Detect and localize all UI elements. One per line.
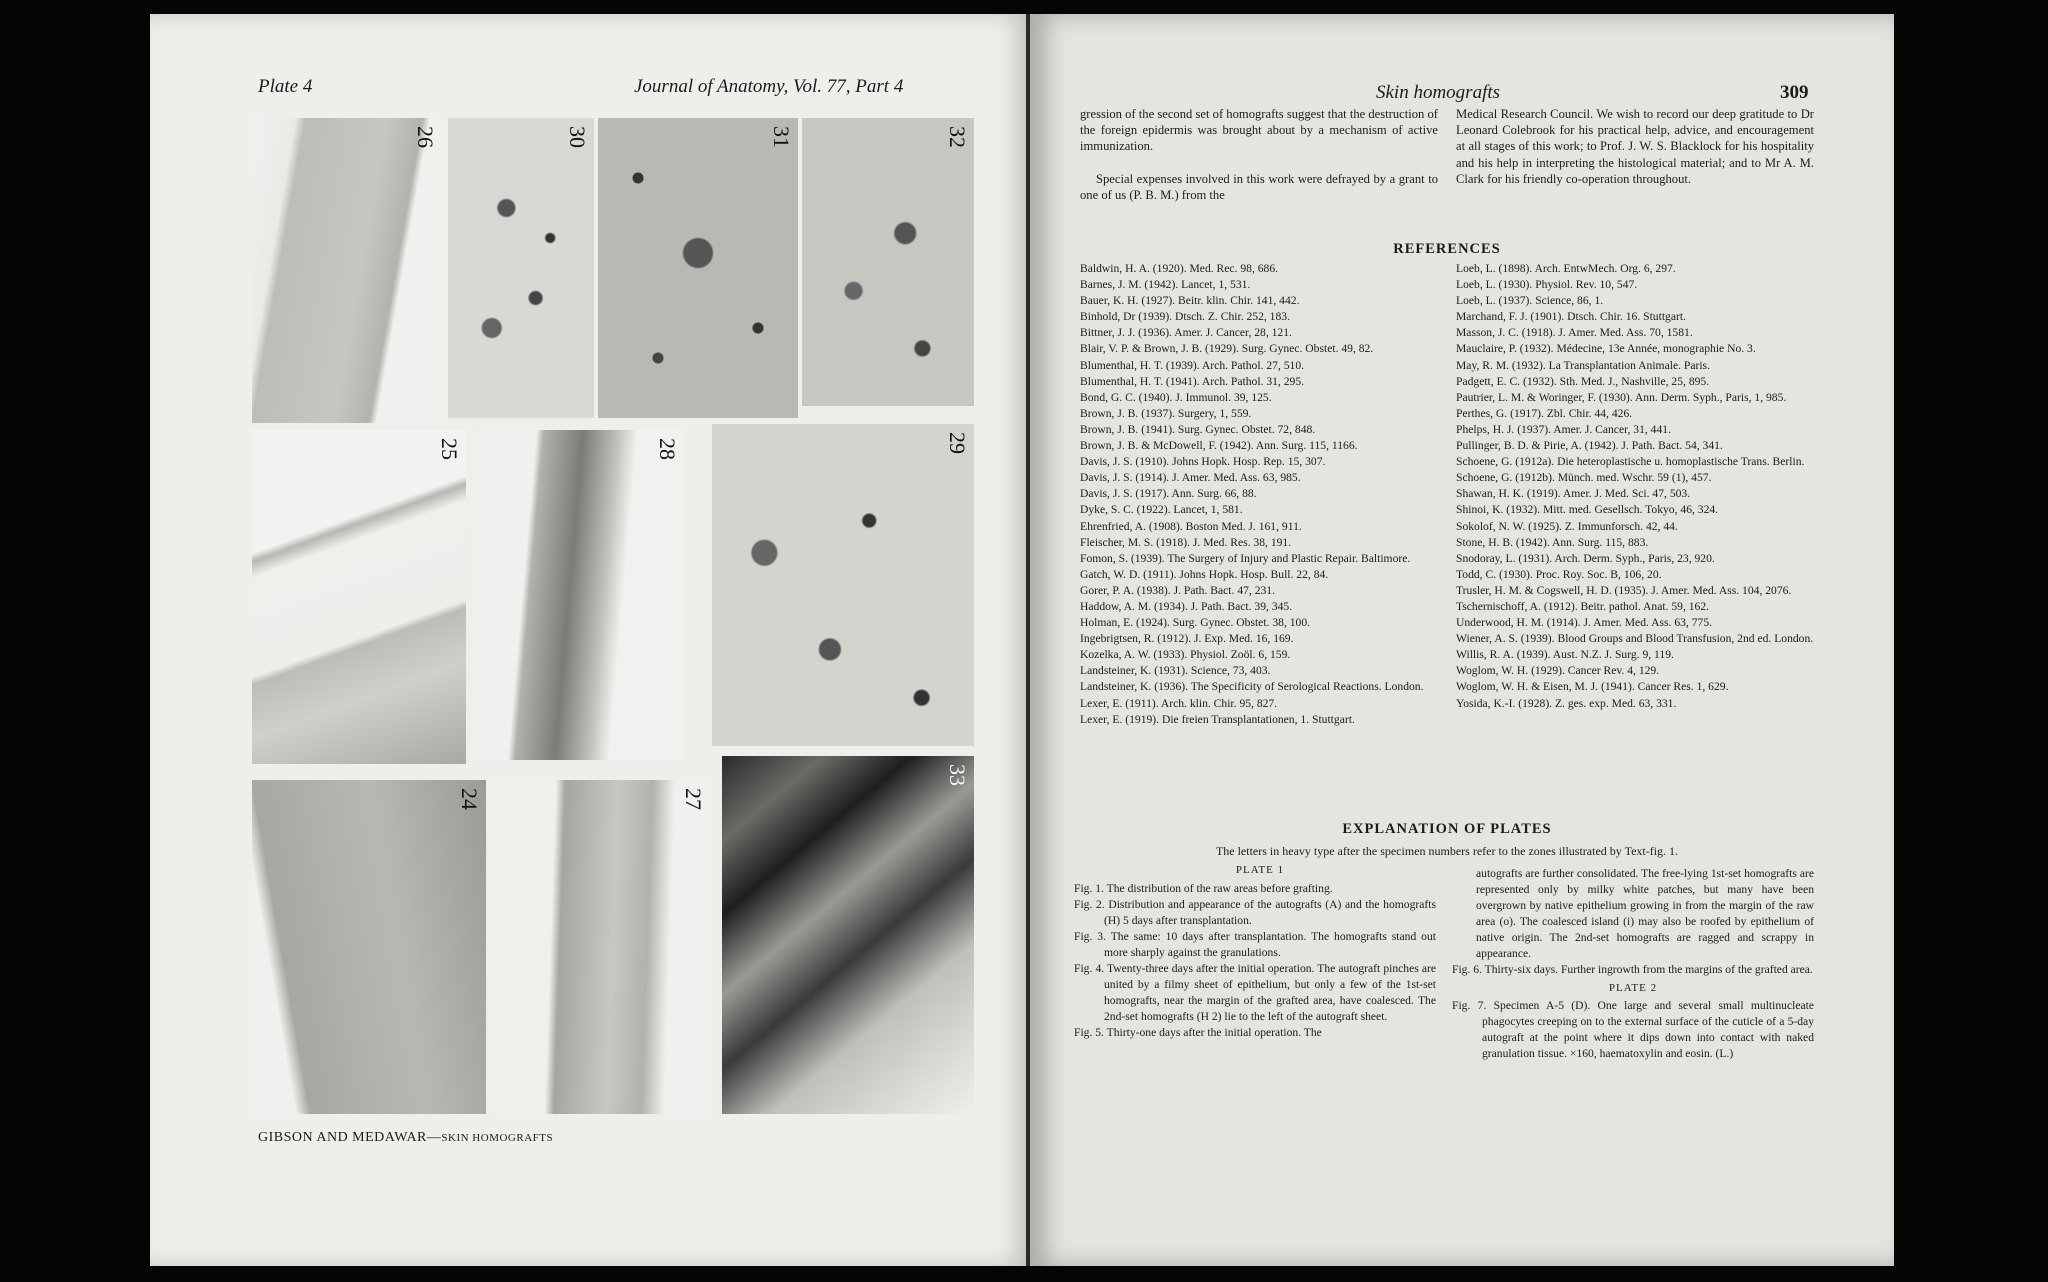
reference-entry: Lexer, E. (1919). Die freien Transplantationen, 1. Stuttgart. <box>1080 712 1355 726</box>
figure-25-micrograph <box>252 430 466 764</box>
figure-number: 33 <box>945 764 970 786</box>
references-left-column <box>1080 261 1440 728</box>
figure-number: 32 <box>945 126 970 148</box>
reference-entry: Brown, J. B. (1937). Surgery, 1, 559. <box>1080 406 1252 420</box>
references-heading: REFERENCES <box>1393 241 1501 257</box>
figure-number: 31 <box>769 126 794 148</box>
reference-entry: Yosida, K.-I. (1928). Z. ges. exp. Med. 63, 331. <box>1456 696 1677 710</box>
figure-number: 28 <box>655 438 680 460</box>
reference-entry: Underwood, H. M. (1914). J. Amer. Med. Ass. 63, 775. <box>1456 616 1713 630</box>
figure-number: 27 <box>681 788 706 810</box>
reference-entry: Trusler, H. M. & Cogswell, H. D. (1935). J. Amer. Med. Ass. 104, 2076. <box>1456 583 1792 597</box>
reference-entry: Ehrenfried, A. (1908). Boston Med. J. 161, 911. <box>1080 519 1302 533</box>
reference-entry: Kozelka, A. W. (1933). Physiol. Zoöl. 6, 159. <box>1080 648 1291 662</box>
figure-number: 24 <box>457 788 482 810</box>
reference-entry: Willis, R. A. (1939). Aust. N.Z. J. Surg. 9, 119. <box>1456 648 1674 662</box>
reference-entry: Lexer, E. (1911). Arch. klin. Chir. 95, 827. <box>1080 696 1278 710</box>
plate-2-label: PLATE 2 <box>1608 982 1658 994</box>
figure-32-micrograph <box>802 118 974 406</box>
reference-entry: Phelps, H. J. (1937). Amer. J. Cancer, 31, 441. <box>1456 422 1671 436</box>
reference-entry: Barnes, J. M. (1942). Lancet, 1, 531. <box>1080 278 1251 292</box>
reference-entry: Ingebrigtsen, R. (1912). J. Exp. Med. 16, 169. <box>1080 632 1294 646</box>
figure-30-micrograph <box>448 118 594 418</box>
reference-entry: Stone, H. B. (1942). Ann. Surg. 115, 883. <box>1456 535 1649 549</box>
figure-28-micrograph <box>478 430 684 760</box>
reference-entry: Blumenthal, H. T. (1941). Arch. Pathol. 31, 295. <box>1080 374 1305 388</box>
reference-entry: Holman, E. (1924). Surg. Gynec. Obstet. 38, 100. <box>1080 616 1311 630</box>
figure-number: 30 <box>565 126 590 148</box>
reference-entry: Masson, J. C. (1918). J. Amer. Med. Ass. 70, 1581. <box>1456 326 1693 340</box>
figure-number: 25 <box>437 438 462 460</box>
explanation-intro: The letters in heavy type after the specimen numbers refer to the zones illustrated by Text-fig. 1. <box>1215 844 1679 858</box>
reference-entry: Davis, J. S. (1917). Ann. Surg. 66, 88. <box>1080 487 1257 501</box>
reference-entry: Bittner, J. J. (1936). Amer. J. Cancer, 28, 121. <box>1080 326 1292 340</box>
reference-entry: Blair, V. P. & Brown, J. B. (1929). Surg. Gynec. Obstet. 49, 82. <box>1080 342 1374 356</box>
reference-entry: Davis, J. S. (1914). J. Amer. Med. Ass. 63, 985. <box>1080 471 1301 485</box>
fig-explanation: Fig. 3. The same: 10 days after transplantation. The homografts stand out more sharply against the granulations. <box>1074 930 1436 959</box>
body-paragraph: gression of the second set of homografts suggest that the destruction of the foreign epidermis was brought about by a mechanism of active immunization. <box>1080 107 1438 154</box>
reference-entry: Haddow, A. M. (1934). J. Path. Bact. 39, 345. <box>1080 599 1293 613</box>
references-right-column <box>1456 261 1816 712</box>
figure-24-micrograph <box>252 780 486 1114</box>
figure-27-micrograph <box>492 780 710 1114</box>
figure-explanations-left <box>1074 881 1436 1041</box>
reference-entry: Tschernischoff, A. (1912). Beitr. pathol. Anat. 59, 162. <box>1456 599 1710 613</box>
reference-entry: Loeb, L. (1937). Science, 86, 1. <box>1456 294 1604 308</box>
reference-entry: Loeb, L. (1898). Arch. EntwMech. Org. 6, 297. <box>1456 262 1676 275</box>
reference-entry: May, R. M. (1932). La Transplantation Animale. Paris. <box>1456 358 1710 372</box>
body-paragraph: Special expenses involved in this work were defrayed by a grant to one of us (P. B. M.) from the <box>1080 171 1438 202</box>
figure-number: 26 <box>413 126 438 148</box>
figure-26-micrograph <box>252 118 442 423</box>
reference-entry: Brown, J. B. & McDowell, F. (1942). Ann. Surg. 115, 1166. <box>1080 439 1358 453</box>
reference-entry: Sokolof, N. W. (1925). Z. Immunforsch. 42, 44. <box>1456 519 1678 533</box>
reference-entry: Bauer, K. H. (1927). Beitr. klin. Chir. 141, 442. <box>1080 294 1300 308</box>
reference-entry: Baldwin, H. A. (1920). Med. Rec. 98, 686. <box>1080 262 1279 275</box>
reference-entry: Pautrier, L. M. & Woringer, F. (1930). Ann. Derm. Syph., Paris, 1, 985. <box>1456 390 1787 404</box>
reference-entry: Landsteiner, K. (1936). The Specificity of Serological Reactions. London. <box>1080 680 1424 694</box>
reference-entry: Fleischer, M. S. (1918). J. Med. Res. 38, 191. <box>1080 535 1292 549</box>
reference-entry: Brown, J. B. (1941). Surg. Gynec. Obstet. 72, 848. <box>1080 422 1316 436</box>
reference-entry: Woglom, W. H. (1929). Cancer Rev. 4, 129. <box>1456 664 1660 678</box>
figure-29-micrograph <box>712 424 974 746</box>
journal-title: Journal of Anatomy, Vol. 77, Part 4 <box>634 76 904 97</box>
fig-explanation: Fig. 6. Thirty-six days. Further ingrowth from the margins of the grafted area. <box>1452 963 1813 976</box>
running-title: Skin homografts <box>1376 82 1501 103</box>
reference-entry: Blumenthal, H. T. (1939). Arch. Pathol. 27, 510. <box>1080 358 1305 372</box>
explanation-heading: EXPLANATION OF PLATES <box>1342 821 1552 837</box>
reference-entry: Perthes, G. (1917). Zbl. Chir. 44, 426. <box>1456 406 1633 420</box>
caption-title: SKIN HOMOGRAFTS <box>441 1132 554 1144</box>
body-right-column: Medical Research Council. We wish to record our deep gratitude to Dr Leonard Colebrook for his practical help, advice, and encouragement at all stages of this work; to Prof. J. W. S. Blacklock for his hospitality and his help in interpreting the histological material; and to Mr A. M. Clark for his friendly co-operation throughout. <box>1456 107 1814 186</box>
page-number: 309 <box>1780 82 1809 103</box>
reference-entry: Davis, J. S. (1910). Johns Hopk. Hosp. Rep. 15, 307. <box>1080 455 1326 469</box>
figure-33-micrograph <box>722 756 974 1114</box>
reference-entry: Woglom, W. H. & Eisen, M. J. (1941). Cancer Res. 1, 629. <box>1456 680 1729 694</box>
reference-entry: Shawan, H. K. (1919). Amer. J. Med. Sci. 47, 503. <box>1456 487 1691 501</box>
body-left-column <box>1080 106 1438 203</box>
plate-1-label: PLATE 1 <box>1235 864 1285 876</box>
reference-entry: Schoene, G. (1912b). Münch. med. Wschr. 59 (1), 457. <box>1456 471 1712 485</box>
fig-explanation: Fig. 4. Twenty-three days after the initial operation. The autograft pinches are united by a filmy sheet of epithelium, but only a few of the 1st-set homografts, near the margin of the grafted area, have coalesced. The 2nd-set homografts (H 2) lie to the left of the autograft sheet. <box>1074 962 1436 1023</box>
fig-explanation: Fig. 2. Distribution and appearance of the autografts (A) and the homografts (H) 5 days after transplantation. <box>1074 898 1436 927</box>
fig-explanation: Fig. 1. The distribution of the raw areas before grafting. <box>1074 882 1333 895</box>
reference-entry: Binhold, Dr (1939). Dtsch. Z. Chir. 252, 183. <box>1080 310 1290 324</box>
reference-entry: Marchand, F. J. (1901). Dtsch. Chir. 16. Stuttgart. <box>1456 310 1686 324</box>
reference-entry: Wiener, A. S. (1939). Blood Groups and Blood Transfusion, 2nd ed. London. <box>1456 632 1814 646</box>
reference-entry: Loeb, L. (1930). Physiol. Rev. 10, 547. <box>1456 278 1638 292</box>
fig-explanation: Fig. 7. Specimen A-5 (D). One large and several small multinucleate phagocytes creeping on to the external surface of the cuticle of a 5-day autograft at the point where it dips down into contact with naked granulation tissue. ×160, haematoxylin and eosin. (L.) <box>1452 999 1814 1060</box>
caption-authors: GIBSON AND MEDAWAR— <box>258 1130 442 1145</box>
reference-entry: Snodoray, L. (1931). Arch. Derm. Syph., Paris, 23, 920. <box>1456 551 1715 565</box>
reference-entry: Gatch, W. D. (1911). Johns Hopk. Hosp. Bull. 22, 84. <box>1080 567 1329 581</box>
figure-number: 29 <box>945 432 970 454</box>
fig-explanation: Fig. 5. Thirty-one days after the initial operation. The <box>1074 1026 1322 1039</box>
figure-31-micrograph <box>598 118 798 418</box>
reference-entry: Bond, G. C. (1940). J. Immunol. 39, 125. <box>1080 390 1272 404</box>
reference-entry: Todd, C. (1930). Proc. Roy. Soc. B, 106, 20. <box>1456 567 1662 581</box>
reference-entry: Schoene, G. (1912a). Die heteroplastische u. homoplastische Trans. Berlin. <box>1456 455 1805 469</box>
plate-caption <box>258 1130 553 1146</box>
reference-entry: Pullinger, B. D. & Pirie, A. (1942). J. Path. Bact. 54, 341. <box>1456 439 1723 453</box>
plate-label: Plate 4 <box>258 76 313 97</box>
reference-entry: Landsteiner, K. (1931). Science, 73, 403. <box>1080 664 1271 678</box>
reference-entry: Padgett, E. C. (1932). Sth. Med. J., Nashville, 25, 895. <box>1456 374 1710 388</box>
reference-entry: Dyke, S. C. (1922). Lancet, 1, 581. <box>1080 503 1243 517</box>
figure-explanations-right <box>1452 866 1814 1062</box>
reference-entry: Gorer, P. A. (1938). J. Path. Bact. 47, 231. <box>1080 583 1276 597</box>
reference-entry: Fomon, S. (1939). The Surgery of Injury and Plastic Repair. Baltimore. <box>1080 551 1411 565</box>
fig-explanation: autografts are further consolidated. The free-lying 1st-set homografts are represented only by milky white patches, but many have been overgrown by native epithelium growing in from the margin of the raw area (o). The coalesced island (i) may also be roofed by epithelium of native origin. The 2nd-set homografts are ragged and scrappy in appearance. <box>1476 867 1814 960</box>
reference-entry: Mauclaire, P. (1932). Médecine, 13e Année, monographie No. 3. <box>1456 342 1756 356</box>
reference-entry: Shinoi, K. (1932). Mitt. med. Gesellsch. Tokyo, 46, 324. <box>1456 503 1719 517</box>
